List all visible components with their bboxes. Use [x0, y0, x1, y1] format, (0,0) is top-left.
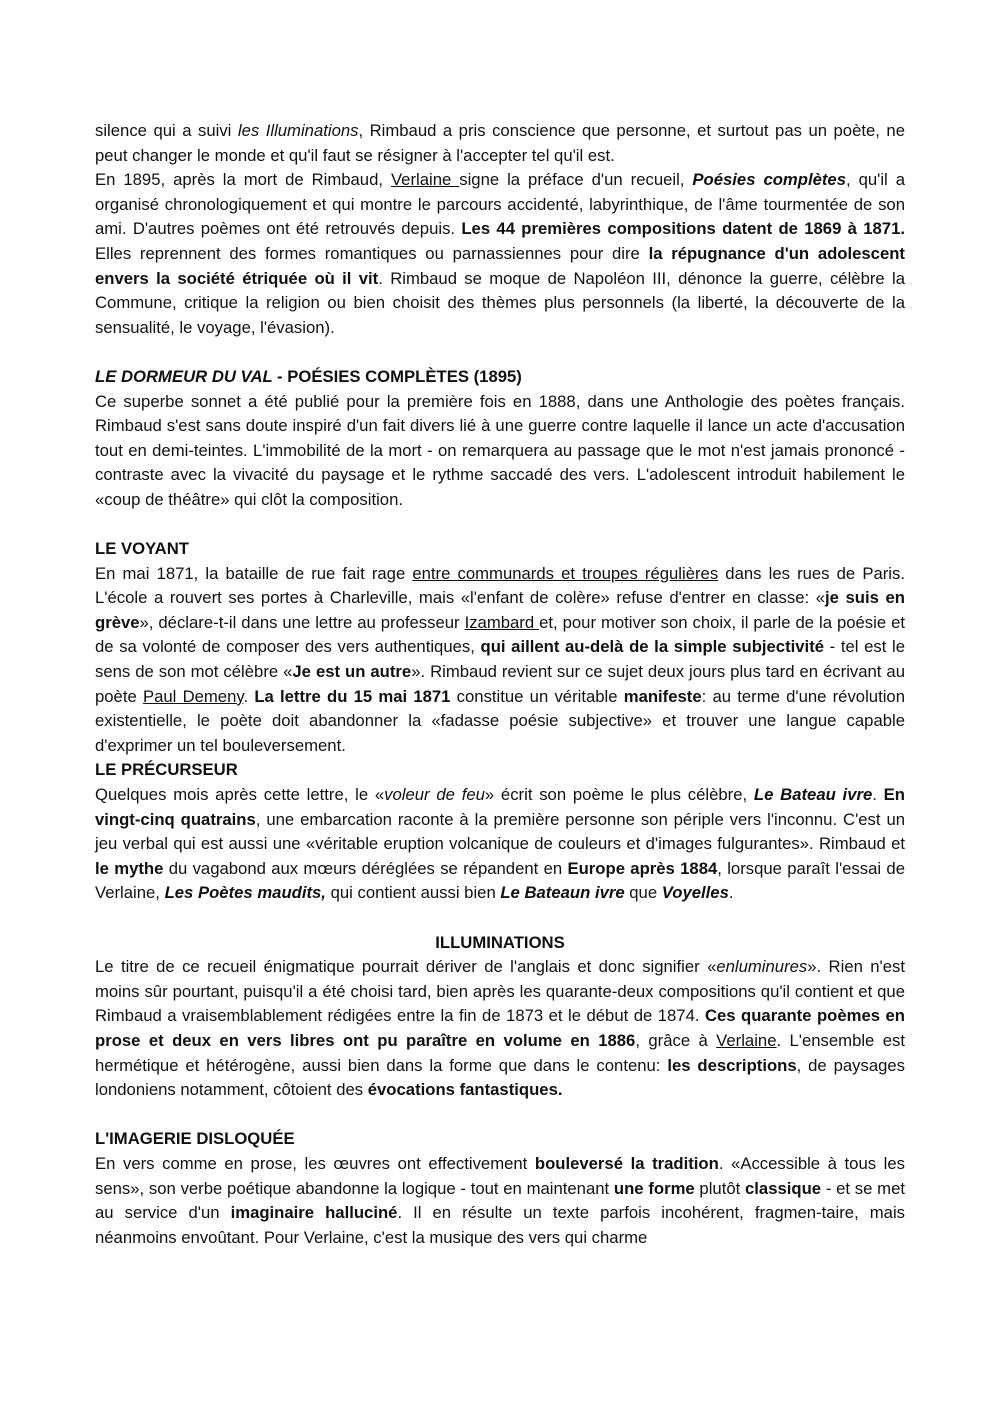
text-run: que [624, 883, 662, 903]
text-run: ». Rien n'est moins sûr pourtant, puisqu'il a été choisi tard, bien après les quarante-deux compositions qu'il contient et que Rimbaud a vraisemblablement rédigées entre la fin de 1873 et le début de 1874. [95, 957, 905, 1026]
emphasis-text: bouleversé la tradition [534, 1153, 719, 1173]
paragraph-dormeur-du-val [95, 390, 905, 513]
text-run: Ce superbe sonnet a été publié pour la première fois en 1888, dans une Anthologie des poètes français. Rimbaud s'est sans doute inspiré d'un fait divers lié à une guerre contre laquelle il lance un acte d'accusation tout en demi-teintes. L'immobilité de la mort - on remarquera au passage que le mot n'est jamais prononcé - contraste avec la vivacité du paysage et le rythme saccadé des vers. L'adolescent introduit habilement le «coup de théâtre» qui clôt la composition. [95, 391, 905, 509]
text-run: » écrit son poème le plus célèbre, [484, 785, 754, 805]
text-run: Elles reprennent des formes romantiques ou parnassiennes pour dire [95, 243, 649, 263]
emphasis-text: classique [745, 1178, 822, 1198]
emphasis-text: En vingt-cinq quatrains [95, 785, 905, 829]
text-run: et, pour motiver son choix, il parle de la poésie et de sa volonté de composer des vers authentiques, [95, 612, 905, 657]
emphasis-text: la répugnance d'un adolescent envers la société étriquée où il vit [95, 243, 905, 288]
section-heading-le-precurseur [95, 758, 905, 783]
text-run: , de paysages londoniens notamment, côtoient des [95, 1055, 906, 1100]
emphasis-text: Voyelles [661, 883, 729, 903]
text-run: Quelques mois après cette lettre, le « [95, 785, 385, 805]
text-run: POÉSIES COMPLÈTES (1895) [287, 366, 522, 386]
text-run: . «Accessible à tous les sens», son verbe poétique abandonne la logique - tout en maintenant [95, 1153, 905, 1198]
text-run: », déclare-t-il dans une lettre au professeur [139, 612, 465, 632]
section-heading-dormeur-du-val [95, 365, 905, 390]
text-run: constitue un véritable [450, 686, 624, 706]
text-run: En vers comme en prose, les œuvres ont effectivement [95, 1153, 535, 1173]
text-run: , une embarcation raconte à la première personne son périple vers l'inconnu. C'est un jeu verbal qui est aussi une «véritable eruption volcanique de couleurs et d'images fulgurantes». Rimbaud et [95, 809, 906, 854]
paragraph-illuminations [95, 955, 905, 1103]
emphasis-text: Le Bateaun ivre [500, 883, 625, 903]
emphasis-text: manifeste [623, 686, 702, 706]
emphasis-text: je suis en grève [95, 588, 905, 632]
document-page [95, 119, 905, 1250]
emphasis-text: Poésies complètes [692, 170, 846, 190]
text-run: Le titre de ce recueil énigmatique pourrait dériver de l'anglais et donc signifier « [95, 957, 717, 977]
text-run: qui contient aussi bien [325, 883, 501, 903]
emphasis-text: une forme [613, 1178, 695, 1198]
emphasis-text: LE DORMEUR DU VAL - [95, 366, 288, 386]
emphasis-text: les Illuminations [237, 121, 359, 140]
text-run: ». Rimbaud revient sur ce sujet deux jours plus tard en écrivant au poète [95, 662, 905, 706]
text-run: . L'ensemble est hermétique et hétérogène, aussi bien dans la forme que dans le contenu: [95, 1030, 905, 1075]
paragraph-le-precurseur [95, 783, 905, 906]
text-run: . Il en résulte un texte parfois incohérent, fragmen-taire, mais néanmoins envoûtant. Pour Verlaine, c'est la musique des vers qui charme [95, 1203, 905, 1247]
text-run: LE VOYANT [95, 539, 189, 559]
emphasis-text: La lettre du 15 mai 1871 [254, 686, 451, 706]
paragraph-intro-verlaine [95, 168, 905, 340]
text-run: plutôt [694, 1178, 746, 1198]
emphasis-text: voleur de feu [384, 785, 485, 805]
section-heading-le-voyant [95, 537, 905, 562]
text-run: , grâce à [635, 1030, 717, 1050]
text-run: . [243, 686, 255, 706]
hyperlink-text[interactable]: entre communards et troupes régulières [412, 563, 719, 583]
section-heading-imagerie-disloquee [95, 1127, 905, 1152]
emphasis-text: Le Bateau ivre [753, 785, 873, 805]
section-heading-illuminations [95, 931, 905, 956]
hyperlink-text[interactable]: Verlaine [390, 170, 460, 190]
text-run: , Rimbaud a pris conscience que personne, et surtout pas un poète, ne peut changer le monde et qu'il faut se résigner à l'accepter tel qu'il est. [95, 121, 905, 165]
emphasis-text: le mythe [95, 858, 164, 878]
hyperlink-text[interactable]: Verlaine [716, 1030, 777, 1050]
paragraph-le-voyant [95, 562, 905, 759]
blank-line [95, 513, 905, 538]
text-run: - tel est le sens de son mot célèbre « [95, 637, 905, 682]
emphasis-text: enluminures [716, 957, 808, 977]
emphasis-text: imaginaire halluciné [230, 1203, 398, 1223]
text-run: En mai 1871, la bataille de rue fait rage [95, 563, 413, 583]
emphasis-text: qui aillent au-delà de la simple subjectivité [480, 637, 825, 657]
text-run: silence qui a suivi [95, 121, 238, 140]
emphasis-text: Ces quarante poèmes en prose et deux en vers libres ont pu paraître en volume en 1886 [95, 1006, 905, 1050]
text-run: ILLUMINATIONS [435, 932, 565, 952]
hyperlink-text[interactable]: Paul Demeny [142, 686, 244, 706]
hyperlink-text[interactable]: Izambard [464, 612, 540, 632]
text-run: , qu'il a organisé chronologiquement et qui montre le parcours accidenté, labyrinthique, de l'âme tourmentée de son ami. D'autres poèmes ont été retrouvés depuis. [95, 170, 905, 239]
text-run: - et se met au service d'un [95, 1178, 905, 1223]
text-run: En 1895, après la mort de Rimbaud, [95, 170, 391, 190]
emphasis-text: Les 44 premières compositions datent de 1869 à 1871. [461, 219, 905, 239]
blank-line [95, 1103, 905, 1128]
text-run: LE PRÉCURSEUR [95, 760, 238, 780]
text-run: . [872, 785, 884, 805]
emphasis-text: évocations fantastiques. [367, 1080, 563, 1100]
text-run: signe la préface d'un recueil, [459, 170, 693, 190]
text-run: , lorsque paraît l'essai de Verlaine, [95, 858, 905, 903]
paragraph-imagerie-disloquee [95, 1152, 905, 1250]
emphasis-text: les descriptions [667, 1055, 797, 1075]
text-run: . Rimbaud se moque de Napoléon III, dénonce la guerre, célèbre la Commune, critique la religion ou bien choisit des thèmes plus personnels (la liberté, la découverte de la sensualité, le voyage, l'évasion). [95, 268, 906, 337]
emphasis-text: Je est un autre [292, 662, 412, 682]
emphasis-text: Europe après 1884 [567, 858, 718, 878]
blank-line [95, 340, 905, 365]
text-run: L'IMAGERIE DISLOQUÉE [95, 1129, 295, 1149]
text-run: du vagabond aux mœurs déréglées se répandent en [163, 858, 568, 878]
text-run: . [728, 883, 734, 903]
emphasis-text: Les Poètes maudits, [164, 883, 326, 903]
text-run: dans les rues de Paris. L'école a rouvert ses portes à Charleville, mais «l'enfant de colère» refuse d'entrer en classe: « [95, 563, 905, 608]
text-run: : au terme d'une révolution existentielle, le poète doit abandonner la «fadasse poésie subjective» et trouver une langue capable d'exprimer un tel bouleversement. [95, 686, 905, 755]
paragraph-intro-silence [95, 119, 905, 168]
blank-line [95, 906, 905, 931]
